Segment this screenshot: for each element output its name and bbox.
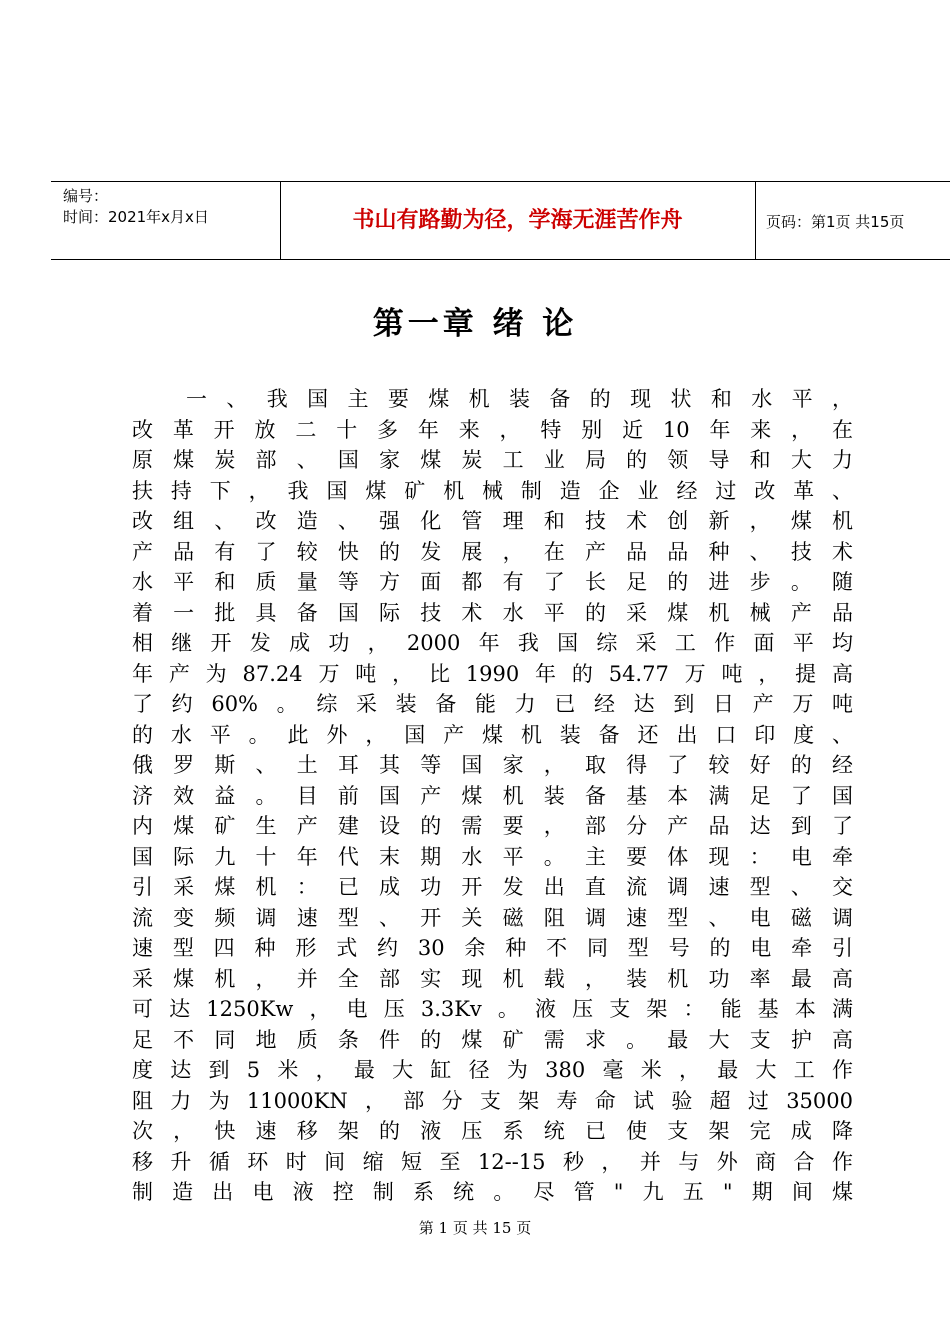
body-line: 水平和质量等方面都有了长足的进步。随	[132, 570, 853, 594]
header-meta-cell	[51, 182, 281, 259]
body-line: 俄罗斯、土耳其等国家，取得了较好的经	[132, 753, 853, 777]
body-line: 采煤机，并全部实现机载，装机功率最高	[132, 966, 853, 991]
header-page-cell	[756, 182, 950, 259]
body-line: 足不同地质条件的煤矿需求。最大支护高	[132, 1027, 853, 1052]
document-number-label: 编号：	[63, 187, 109, 205]
body-line: 济效益。目前国产煤机装备基本满足了国	[132, 783, 853, 808]
chapter-title: 第一章 绪 论	[372, 306, 578, 342]
body-line: 的水平。此外，国产煤机装备还出口印度、	[132, 722, 853, 747]
body-line: 流变频调速型、开关磁阻调速型、电磁调	[132, 905, 853, 930]
body-line: 改革开放二十多年来，特别近10年来，在	[132, 417, 853, 442]
body-line: 可达1250Kw，电压3.3Kv。液压支架：能基本满	[132, 997, 853, 1021]
body-line: 年产为87.24万吨，比1990年的54.77万吨，提高	[132, 661, 853, 686]
body-line: 产品有了较快的发展，在产品品种、技术	[132, 539, 853, 564]
body-line: 扶持下，我国煤矿机械制造企业经过改革、	[132, 478, 853, 503]
page-footer: 第 1 页 共 15 页	[418, 1219, 532, 1237]
body-line: 移升循环时间缩短至12--15秒，并与外商合作	[132, 1149, 853, 1174]
document-time-label: 时间：2021年x月x日	[63, 208, 209, 226]
body-line: 相继开发成功，2000年我国综采工作面平均	[132, 631, 853, 655]
header-page-info: 页码：第1页 共15页	[766, 213, 905, 231]
body-line: 国际九十年代末期水平。主要体现：电牵	[132, 844, 853, 869]
body-line: 内煤矿生产建设的需要，部分产品达到了	[132, 814, 853, 838]
header-motto-cell	[280, 182, 756, 259]
header-motto: 书山有路勤为径，学海无涯苦作舟	[352, 208, 683, 233]
body-line: 原煤炭部、国家煤炭工业局的领导和大力	[132, 448, 853, 472]
body-line: 了约60%。综采装备能力已经达到日产万吨	[132, 692, 853, 716]
body-line: 着一批具备国际技术水平的采煤机械产品	[132, 600, 853, 625]
body-text	[132, 384, 853, 1208]
body-line: 引采煤机：已成功开发出直流调速型、交	[132, 875, 853, 899]
body-line: 阻力为11000KN，部分支架寿命试验超过35000	[132, 1088, 853, 1113]
body-line: 改组、改造、强化管理和技术创新，煤机	[132, 509, 853, 533]
document-header	[51, 181, 950, 260]
body-line: 度达到5米，最大缸径为380毫米，最大工作	[132, 1058, 853, 1082]
body-line: 制造出电液控制系统。尽管"九五"期间煤	[132, 1180, 853, 1204]
body-line: 一、我国主要煤机装备的现状和水平，	[186, 387, 853, 411]
body-line: 速型四种形式约30余种不同型号的电牵引	[132, 936, 853, 960]
body-line: 次，快速移架的液压系统已使支架完成降	[132, 1119, 853, 1143]
